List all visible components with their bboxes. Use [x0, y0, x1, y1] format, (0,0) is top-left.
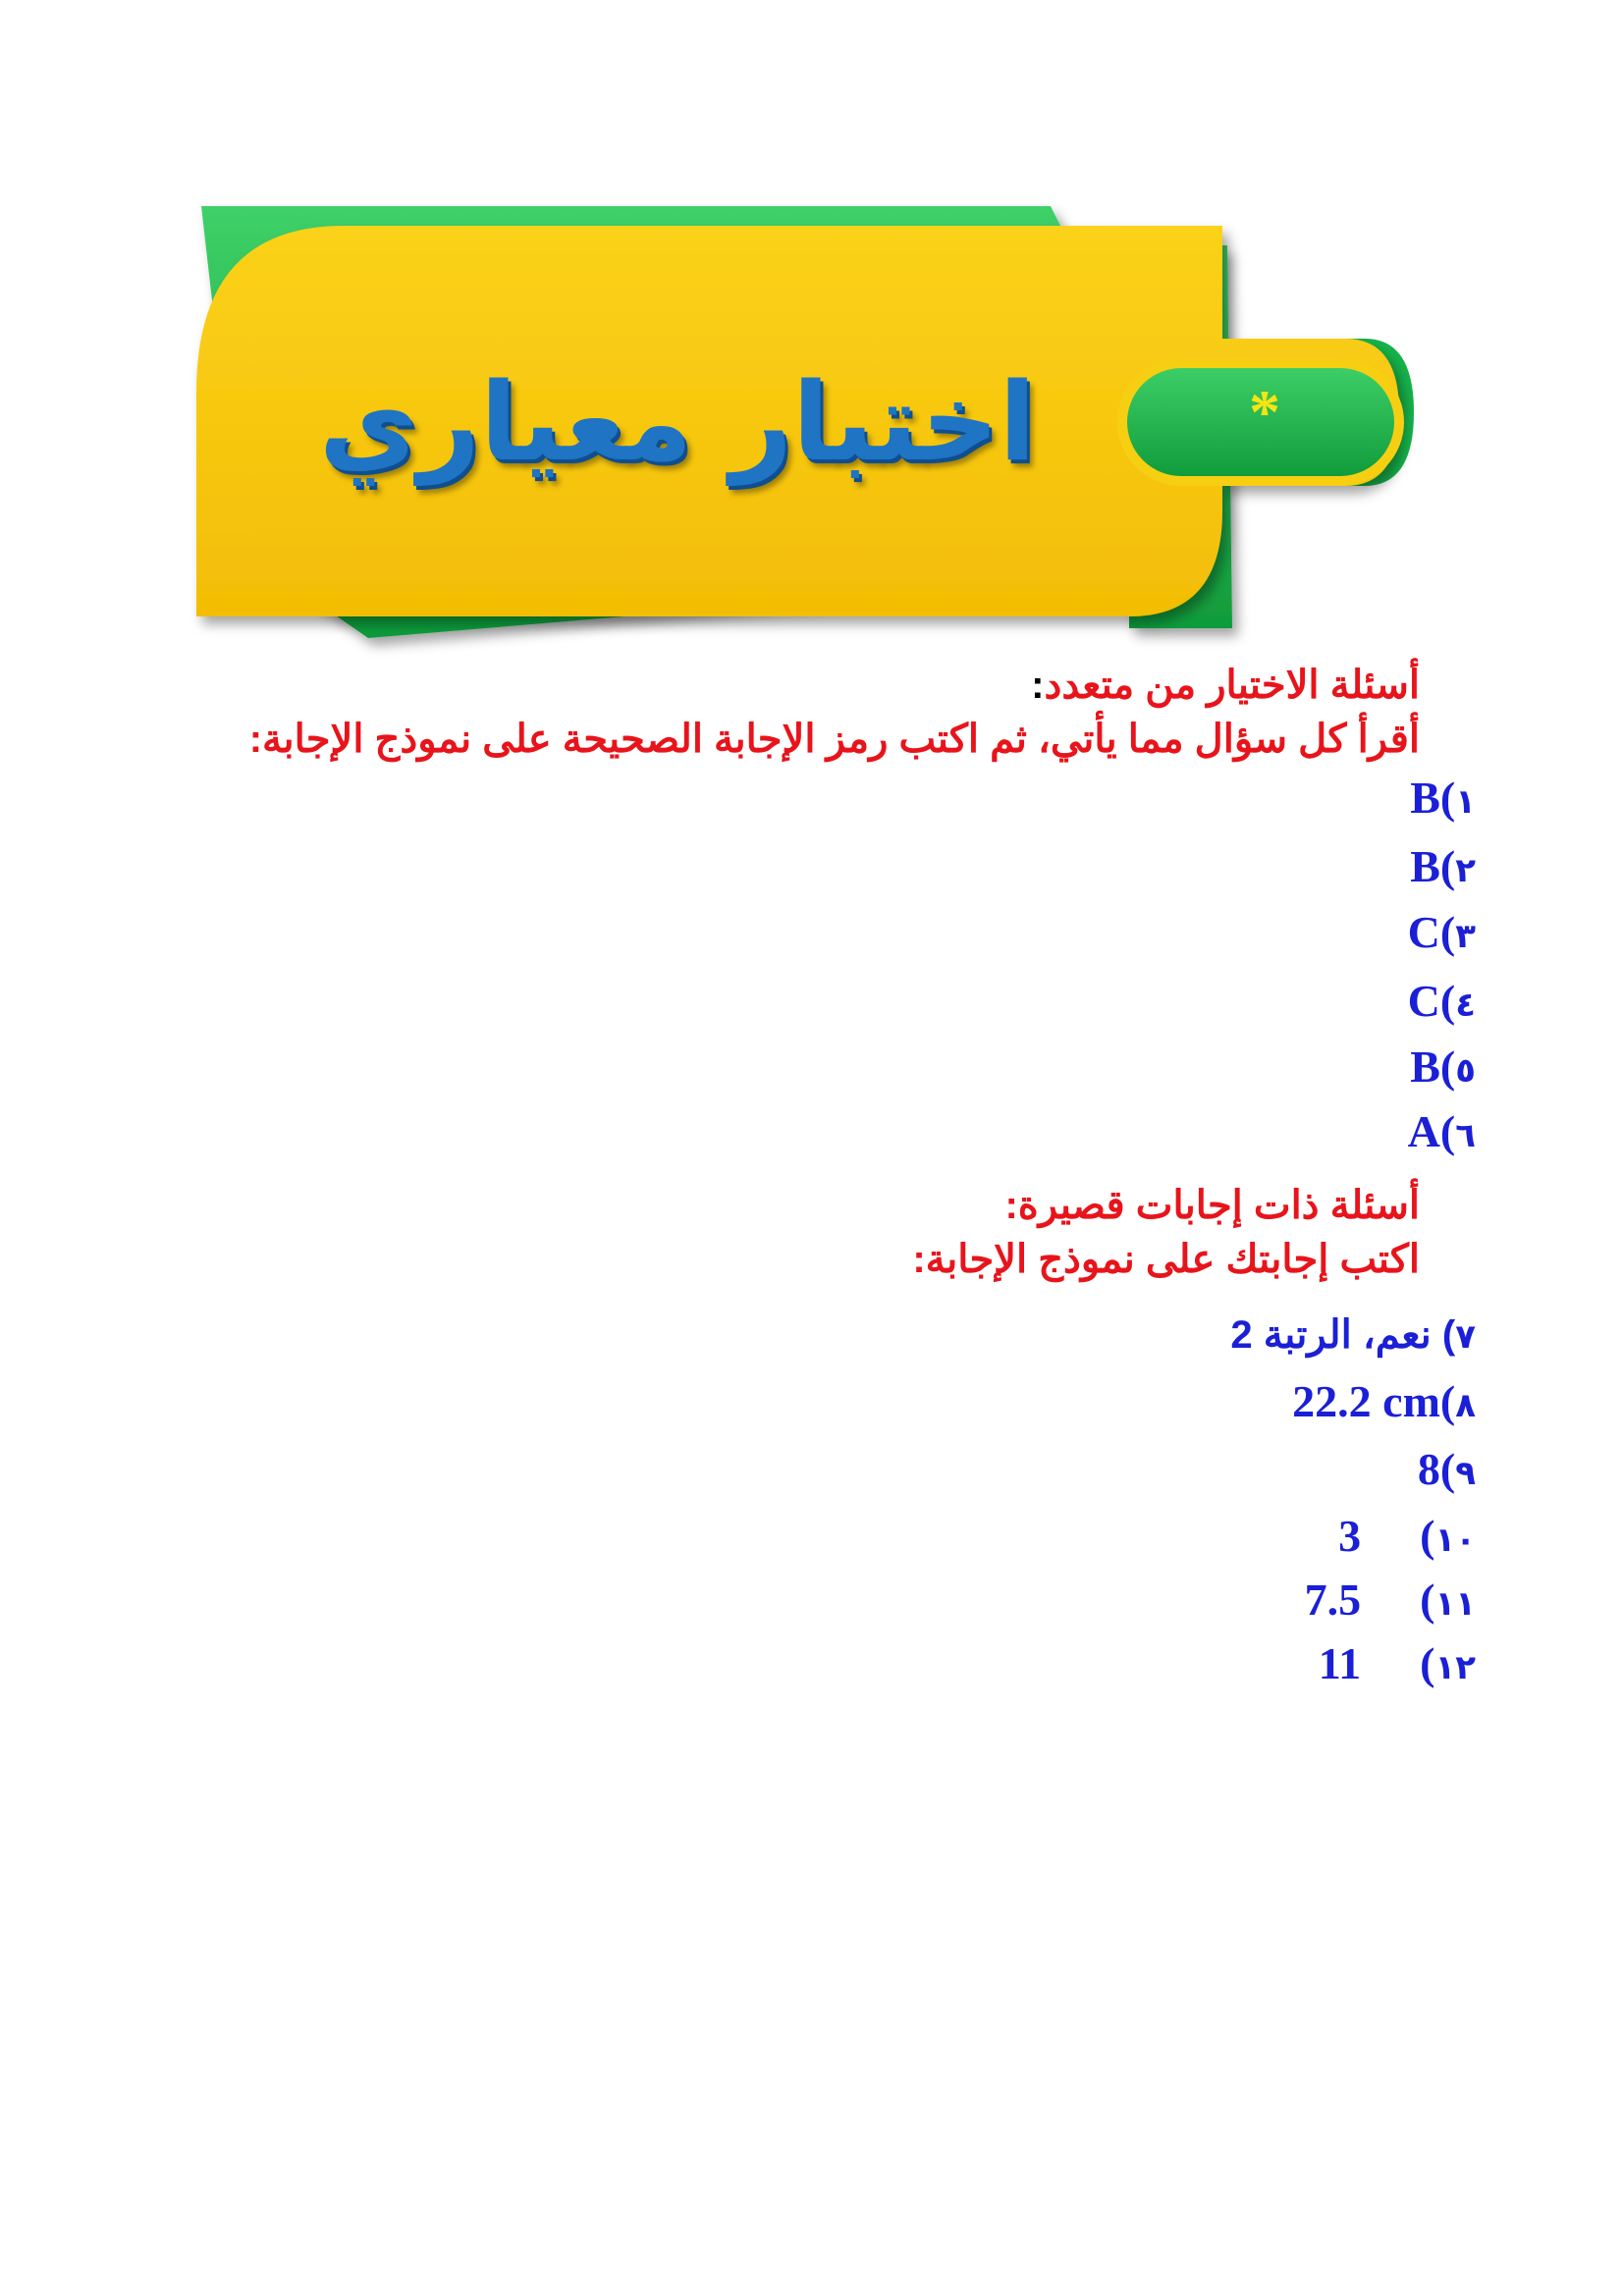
- answer-value: 7.5: [1304, 1575, 1362, 1625]
- section1-heading-text: أسئلة الاختيار من متعدد: [1044, 664, 1420, 707]
- answer-value: A: [1407, 1106, 1440, 1156]
- question-number: ١٢: [1434, 1648, 1476, 1687]
- answer-value: نعم، الرتبة 2: [1230, 1313, 1432, 1357]
- section2-heading: أسئلة ذات إجابات قصيرة:: [1004, 1184, 1420, 1227]
- answer-value: 22.2 cm: [1292, 1376, 1440, 1426]
- question-number: ٦: [1455, 1116, 1476, 1155]
- question-number: ١: [1455, 782, 1476, 822]
- mc-answer-5: B(٥: [1410, 1041, 1476, 1092]
- question-number: ٥: [1455, 1051, 1476, 1091]
- short-answer-11: 7.5 (١١: [1263, 1571, 1476, 1633]
- question-number: ٨: [1455, 1386, 1476, 1425]
- page-title: اختبار معياري: [318, 359, 1037, 485]
- question-number: ٣: [1455, 917, 1476, 956]
- question-number: ٢: [1455, 851, 1476, 890]
- star-icon: *: [1249, 377, 1280, 447]
- question-number: ٧: [1455, 1317, 1476, 1357]
- mc-answer-2: B(٢: [1410, 841, 1476, 891]
- answer-value: B: [1410, 841, 1440, 891]
- banner-graphic: [0, 0, 1623, 687]
- short-answer-10: 3 (١٠: [1263, 1507, 1476, 1570]
- question-number: ١١: [1434, 1584, 1476, 1624]
- answer-value: C: [1407, 907, 1440, 957]
- short-answer-12: 11 (١٢: [1263, 1634, 1476, 1697]
- title-banner: [0, 0, 1623, 687]
- answer-value: C: [1407, 976, 1440, 1026]
- answer-value: 3: [1338, 1511, 1362, 1561]
- short-answer-9: 8(٩: [1417, 1444, 1476, 1494]
- short-answer-7: ٧) نعم، الرتبة 2: [1230, 1313, 1476, 1357]
- section2-instruction: اكتب إجابتك على نموذج الإجابة:: [912, 1238, 1420, 1281]
- section1-heading: [1031, 663, 1420, 708]
- mc-answer-3: C(٣: [1407, 907, 1476, 957]
- answer-value: B: [1410, 773, 1440, 823]
- question-number: ٩: [1455, 1454, 1476, 1493]
- question-number: ٤: [1455, 986, 1476, 1025]
- answer-value: 8: [1417, 1444, 1440, 1494]
- section1-instruction: أقرأ كل سؤال مما يأتي، ثم اكتب رمز الإجابة الصحيحة على نموذج الإجابة:: [248, 718, 1420, 761]
- answer-value: 11: [1318, 1638, 1362, 1688]
- mc-answer-1: B(١: [1410, 773, 1476, 823]
- mc-answer-4: C(٤: [1407, 976, 1476, 1026]
- answer-value: B: [1410, 1041, 1440, 1092]
- question-number: ١٠: [1434, 1521, 1476, 1560]
- section1-heading-colon: :: [1031, 664, 1045, 707]
- mc-answer-6: A(٦: [1407, 1106, 1476, 1156]
- short-answer-8: 22.2 cm(٨: [1292, 1376, 1476, 1426]
